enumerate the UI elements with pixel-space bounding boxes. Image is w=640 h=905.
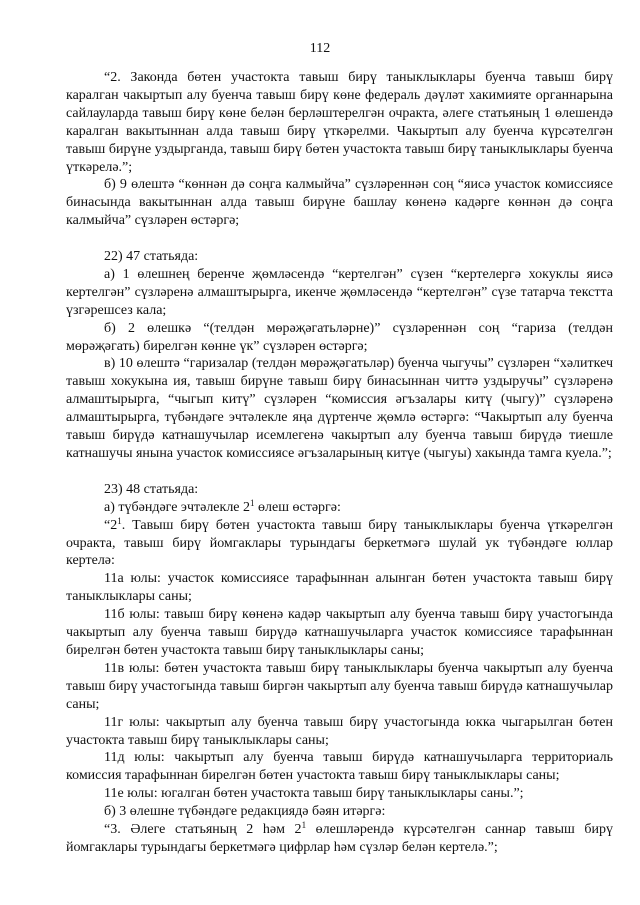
paragraph [66, 570, 613, 606]
page-number: 112 [309, 41, 331, 56]
paragraph [66, 821, 613, 857]
paragraph-text: в) 10 өлештә “гаризалар (телдән мөрәҗәгатьләр) буенча чыгучы” сүзләрен “хәлиткеч тавыш хокукына ия, тавыш бирүне тавыш бирү бинасыннан читтә уздыручы” сүзләренә алмаштырырга, “чыгып китү” сүзләрен “комиссия әгъзалары китү (чыгу)” сүзләренә алмаштырырга, түбәндәге эчтәлекле яңа дүртенче җөмлә өстәргә: “Чакыртып алу буенча тавыш бирүдә катнашучылар исемлегенә чакыртып алу буенча тавыш бирүдә тиешле катнашучы янына участок комиссиясе әгъзаларының китүе (чыгуы) хакында тамга куела.”; [66, 356, 613, 462]
paragraph [66, 517, 613, 571]
paragraph-text: 11е юлы: югалган бөтен участокта тавыш бирү таныклыклары саны.”; [104, 786, 524, 802]
paragraph-text: “3. Әлеге статьяның 2 һәм 2 [104, 822, 302, 838]
paragraph-text: а) түбәндәге эчтәлекле 2 [104, 499, 251, 515]
paragraph [66, 266, 613, 320]
superscript: 1 [117, 515, 122, 526]
paragraph [66, 176, 613, 230]
paragraph [66, 69, 613, 176]
paragraph-text: 11д юлы: чакыртып алу буенча тавыш бирүдә катнашучыларга территориаль комиссия тарафыннан бирелгән бөтен участокта тавыш бирү таныклыклары саны; [66, 750, 613, 784]
paragraph-text: 11б юлы: тавыш бирү көненә кадәр чакыртып алу буенча тавыш бирү участогында чакыртып алу буенча тавыш бирүдә катнашучыларга участок комиссиясе тарафыннан бирелгән бөтен участокта тавыш бирү таныклыклары саны; [66, 607, 613, 658]
paragraph-text: 22) 47 статьяда: [104, 249, 199, 265]
paragraph-text: 11а юлы: участок комиссиясе тарафыннан алынган бөтен участокта тавыш бирү таныклыклары саны; [66, 571, 613, 605]
paragraph [66, 499, 613, 517]
paragraph-text: өлеш өстәргә: [254, 499, 341, 515]
paragraph [66, 320, 613, 356]
paragraph-text: 11в юлы: бөтен участокта тавыш бирү таныклыклары буенча чакыртып алу буенча тавыш бирү участогында тавыш биргән чакыртып алу буенча тавыш бирүдә катнашучылар саны; [66, 660, 613, 712]
paragraph-text: а) 1 өлешнең беренче җөмләсендә “кертелгән” сүзен “кертелергә хокуклы яисә кертелгән” сүзләренә алмаштырырга, икенче җөмләсендә “кертелгән” сүзе татарча текстта үзгәрешсез кала; [66, 266, 613, 318]
paragraph [66, 749, 613, 785]
paragraph-text: 11г юлы: чакыртып алу буенча тавыш бирү участогында юкка чыгарылган бөтен участокта тавыш бирү таныклыклары саны; [66, 714, 613, 748]
paragraph [66, 481, 613, 499]
paragraph [66, 355, 613, 462]
superscript: 1 [301, 820, 307, 831]
paragraph-text: “2 [104, 517, 118, 533]
paragraph [66, 714, 613, 750]
paragraph-text: “2. Законда бөтен участокта тавыш бирү таныклыклары буенча тавыш бирү каралган чакыртып алу буенча тавыш бирү көне федераль дәүләт хакимияте органнарына сайлауларда тавыш бирү көне белән берләштерелгән очракта, әлеге статьяның 1 өлешендә каралган вакытыннан алда тавыш бирү үткәрелми. Чакыртып алу буенча күрсәтелгән тавыш бирүне уздырганда, тавыш бирү бөтен участокта тавыш бирү таныклыклары буенча үткәрелә.”; [66, 70, 613, 175]
paragraph [66, 606, 613, 660]
paragraph [66, 248, 613, 266]
document-body [66, 69, 613, 857]
paragraph-text: б) 3 өлешне түбәндәге редакциядә бәян итәргә: [104, 804, 386, 820]
paragraph-text: өлешләрендә күрсәтелгән саннар тавыш бирү йомгаклары турындагы беркетмәгә цифрлар һәм сүзләр белән кертелә.”; [66, 822, 613, 855]
paragraph-text: б) 2 өлешкә “(телдән мөрәҗәгатьләрне)” сүзләреннән соң “гариза (телдән мөрәҗәгать) бирелгән көнне үк” сүзләрен өстәргә; [66, 320, 613, 354]
paragraph-text: б) 9 өлештә “көннән дә соңга калмыйча” сүзләреннән соң “яисә участок комиссиясе бинасында вакытыннан алда тавыш бирүне башлау көненә кадәрге көннән дә соңга калмыйча” сүзләрен өстәргә; [66, 177, 613, 229]
paragraph-text: . Тавыш бирү бөтен участокта тавыш бирү таныклыклары буенча үткәрелгән очракта, тавыш бирү йомгаклары турындагы беркетмәгә шулай ук түбәндәге юллар кертелә: [66, 517, 613, 569]
paragraph [66, 803, 613, 821]
superscript: 1 [250, 497, 255, 508]
paragraph-text: 23) 48 статьяда: [104, 481, 199, 497]
paragraph [66, 660, 613, 714]
paragraph [66, 785, 613, 803]
